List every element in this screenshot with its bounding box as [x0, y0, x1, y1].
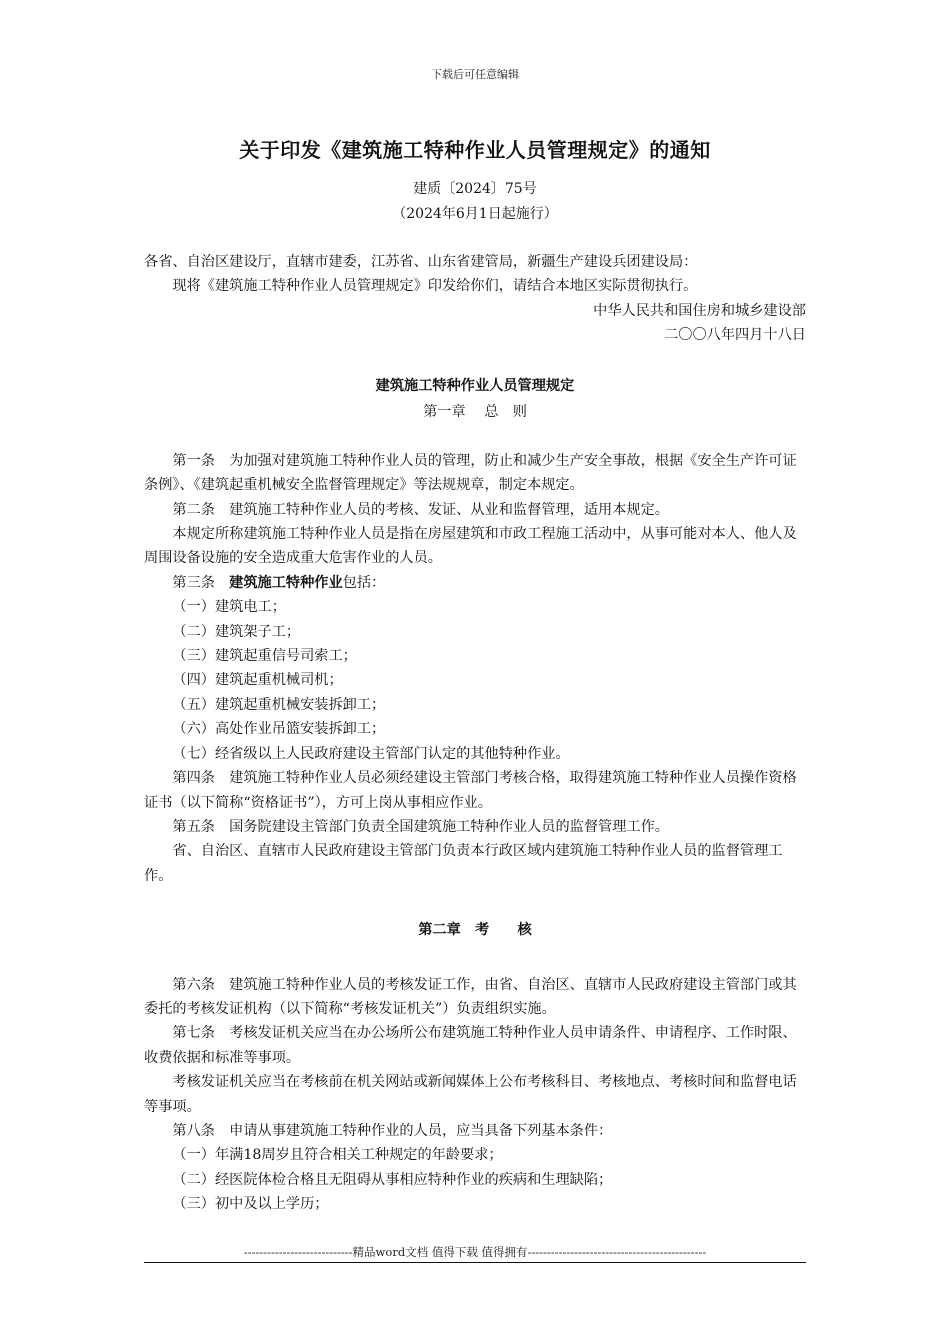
top-note: 下载后可任意编辑	[431, 68, 519, 81]
list-item: （二）经医院体检合格且无阻碍从事相应特种作业的疾病和生理缺陷；	[172, 1171, 613, 1188]
article-7: 第七条 考核发证机关应当在办公场所公布建筑施工特种作业人员申请条件、申请程序、工作时限、收费依据和标准等事项。	[144, 1025, 797, 1066]
list-item: （一）年满18周岁且符合相关工种规定的年龄要求；	[172, 1147, 503, 1164]
article-6: 第六条 建筑施工特种作业人员的考核发证工作，由省、自治区、直辖市人民政府建设主管部门或其委托的考核发证机构（以下简称“考核发证机关”）负责组织实施。	[144, 976, 797, 1017]
notice-block	[144, 250, 806, 348]
article-2: 第二条 建筑施工特种作业人员的考核、发证、从业和监督管理，适用本规定。	[172, 501, 669, 518]
list-item: （二）建筑架子工；	[172, 623, 301, 640]
article-3-bold-term: 建筑施工特种作业	[229, 574, 343, 591]
notice-issuer: 中华人民共和国住房和城乡建设部	[593, 302, 806, 319]
article-7-paragraph: 考核发证机关应当在考核前在机关网站或新闻媒体上公布考核科目、考核地点、考核时间和监督电话等事项。	[144, 1074, 797, 1115]
notice-body: 现将《建筑施工特种作业人员管理规定》印发给你们，请结合本地区实际贯彻执行。	[172, 278, 698, 295]
article-5-paragraph: 省、自治区、直辖市人民政府建设主管部门负责本行政区域内建筑施工特种作业人员的监督管理工作。	[144, 843, 783, 884]
article-3-prefix: 第三条	[172, 574, 230, 591]
list-item: （一）建筑电工；	[172, 599, 286, 616]
chapter-heading: 第一章 总 则	[423, 404, 527, 421]
chapter-heading: 第二章 考 核	[418, 922, 532, 939]
list-item: （四）建筑起重机械司机；	[172, 672, 343, 689]
article-3-suffix: 包括：	[342, 574, 386, 591]
notice-date: 二〇〇八年四月十八日	[664, 327, 806, 344]
list-item: （三）初中及以上学历；	[172, 1196, 329, 1213]
footer-divider	[144, 1262, 806, 1263]
document-number: 建质〔2024〕75号	[413, 181, 537, 197]
article-3	[144, 571, 806, 595]
rules-title: 建筑施工特种作业人员管理规定	[375, 378, 575, 394]
effective-date: （2024年6月1日起施行）	[392, 206, 558, 222]
footer-banner: ----------------------------精品word文档 值得下载 值得拥有----------------------------------------------	[243, 1245, 707, 1259]
list-item: （七）经省级以上人民政府建设主管部门认定的其他特种作业。	[172, 745, 570, 762]
list-item: （六）高处作业吊篮安装拆卸工；	[172, 721, 386, 738]
article-1: 第一条 为加强对建筑施工特种作业人员的管理，防止和减少生产安全事故，根据《安全生产许可证条例》、《建筑起重机械安全监督管理规定》等法规规章，制定本规定。	[144, 452, 797, 494]
article-4: 第四条 建筑施工特种作业人员必须经建设主管部门考核合格，取得建筑施工特种作业人员操作资格证书（以下简称“资格证书”），方可上岗从事相应作业。	[144, 770, 797, 811]
article-8: 第八条 申请从事建筑施工特种作业的人员，应当具备下列基本条件：	[172, 1122, 613, 1139]
notice-recipients: 各省、自治区建设厅，直辖市建委，江苏省、山东省建管局，新疆生产建设兵团建设局：	[144, 254, 698, 270]
rules-block	[144, 374, 806, 1217]
document-title: 关于印发《建筑施工特种作业人员管理规定》的通知	[239, 138, 711, 162]
list-item: （五）建筑起重机械安装拆卸工；	[172, 696, 386, 713]
article-5: 第五条 国务院建设主管部门负责全国建筑施工特种作业人员的监督管理工作。	[172, 818, 669, 835]
list-item: （三）建筑起重信号司索工；	[172, 648, 357, 665]
article-2-paragraph: 本规定所称建筑施工特种作业人员是指在房屋建筑和市政工程施工活动中，从事可能对本人、他人及周围设备设施的安全造成重大危害作业的人员。	[144, 526, 797, 567]
